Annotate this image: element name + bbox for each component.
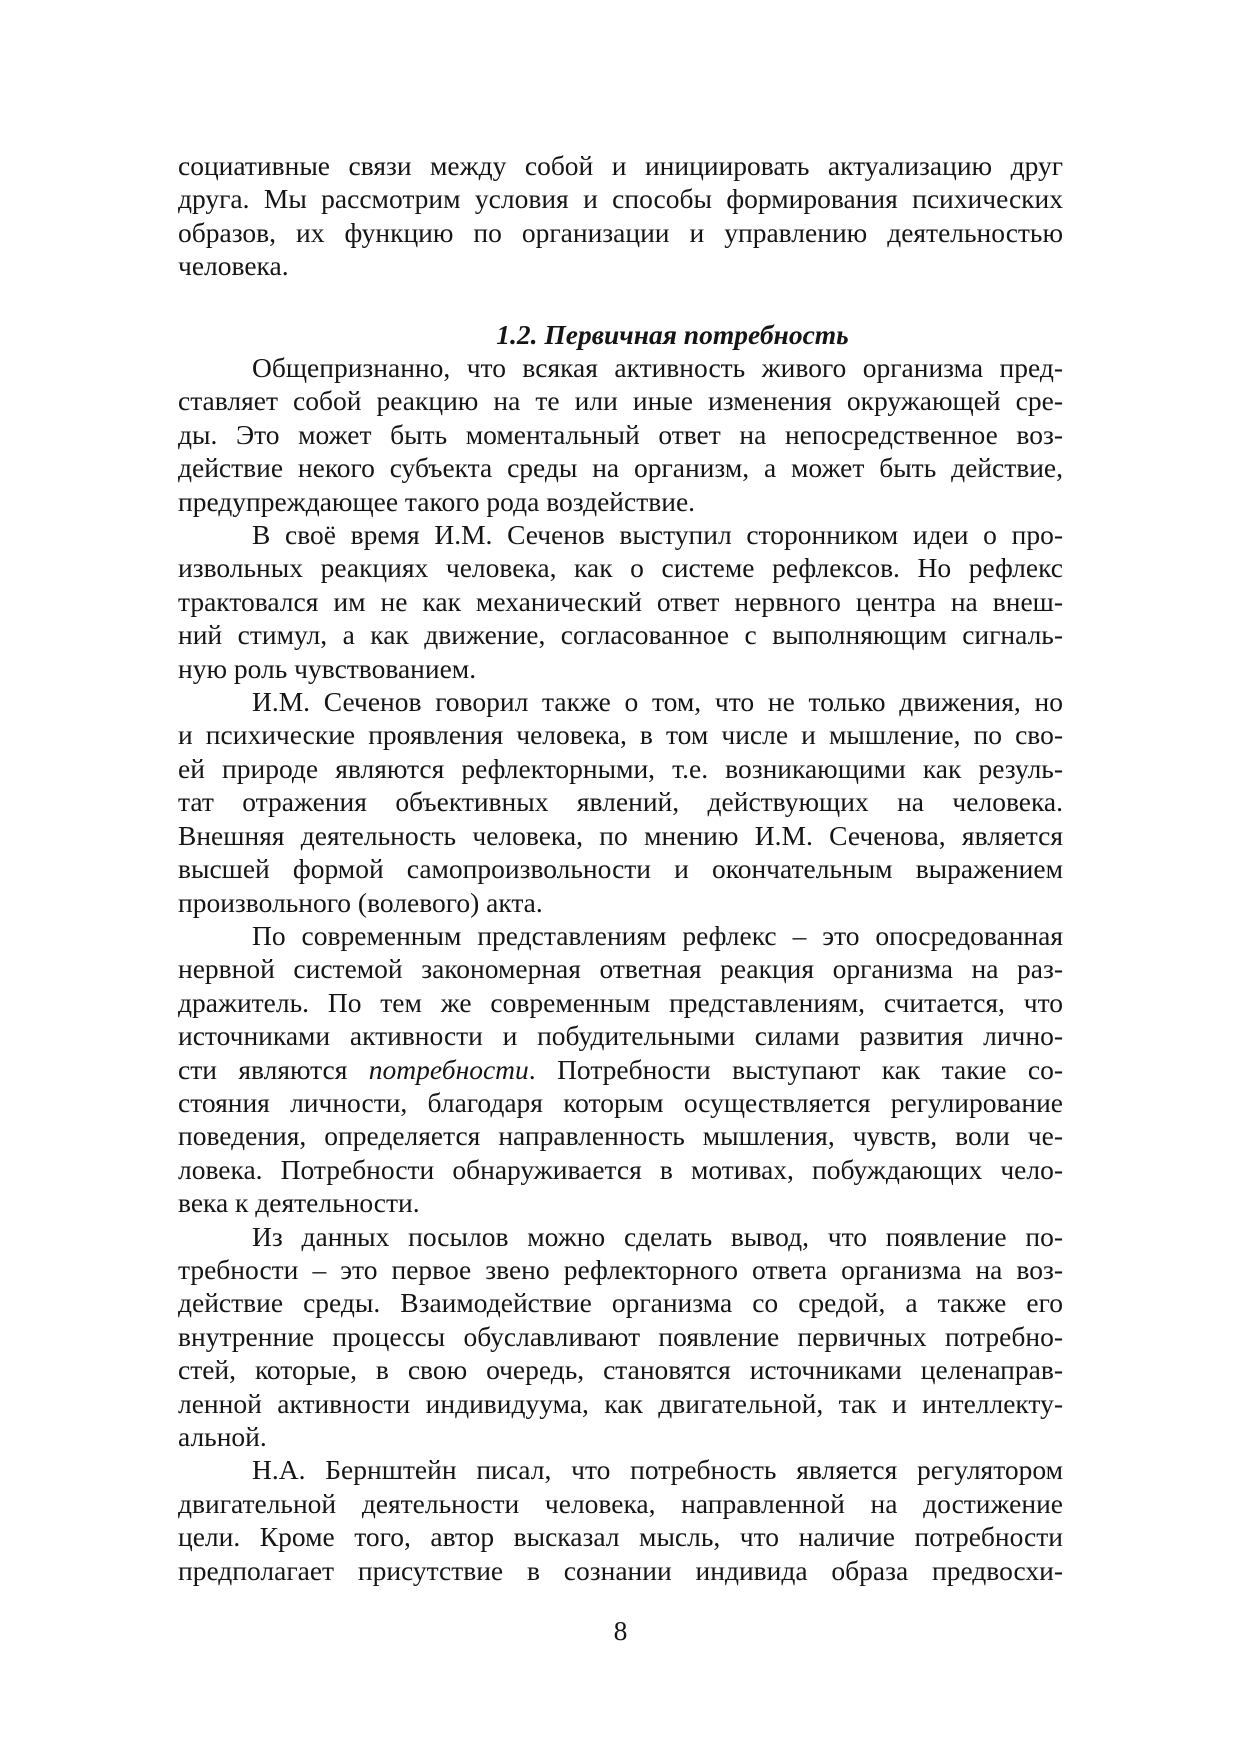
text-line: высшей формой самопроизвольности и окончательным выражением (178, 853, 1063, 885)
emphasized-term: потребности (368, 1053, 529, 1085)
text-line: Н.А. Бернштейн писал, что потребность является регулятором (252, 1454, 1063, 1486)
text-line: тат отражения объективных явлений, действующих на человека. (178, 786, 1063, 818)
text-line: внутренние процессы обуславливают появление первичных потребно- (178, 1320, 1063, 1352)
section-heading-text: 1.2. Первичная потребность (496, 319, 849, 350)
text-line: друга. Мы рассмотрим условия и способы формирования психических (178, 183, 1063, 215)
text-line: социативные связи между собой и инициировать актуализацию друг (178, 150, 1063, 181)
text-line: ей природе являются рефлекторными, т.е. возникающими как резуль- (178, 752, 1063, 784)
text-line: цели. Кроме того, автор высказал мысль, что наличие потребности (178, 1521, 1063, 1553)
text-line: источниками активности и побудительными силами развития лично- (178, 1020, 1063, 1052)
body-text (178, 351, 1063, 1587)
text-line: ленной активности индивидуума, как двигательной, так и интеллекту- (178, 1387, 1063, 1419)
text-line: поведения, определяется направленность мышления, чувств, воли че- (178, 1120, 1063, 1152)
text-line: действие некого субъекта среды на организм, а может быть действие, (178, 452, 1063, 484)
intro-paragraph (178, 149, 1063, 283)
text-line: В своё время И.М. Сеченов выступил сторонником идеи о про- (252, 519, 1063, 551)
text-line: нервной системой закономерная ответная реакция организма на раз- (178, 953, 1063, 985)
text-line: человека. (178, 250, 289, 282)
text-line: образов, их функцию по организации и управлению деятельностью (178, 216, 1063, 248)
text-line: И.М. Сеченов говорил также о том, что не только движения, но (252, 686, 1063, 718)
text-line: Из данных посылов можно сделать вывод, что появление по- (252, 1220, 1063, 1252)
text-line-with-emphasis (178, 1053, 1063, 1086)
text-line: ную роль чувствованием. (178, 652, 477, 684)
text-line: извольных реакциях человека, как о системе рефлексов. Но рефлекс (178, 552, 1063, 584)
text-line: двигательной деятельности человека, направленной на достижение (178, 1487, 1063, 1519)
page-number: 8 (613, 1615, 628, 1646)
text-line: стей, которые, в свою очередь, становятся источниками целенаправ- (178, 1354, 1063, 1386)
text-line: предполагает присутствие в сознании индивида образа предвосхи- (178, 1554, 1063, 1586)
text-line: альной. (178, 1421, 267, 1452)
text-run: сти являются (178, 1053, 369, 1085)
text-line: Внешняя деятельность человека, по мнению И.М. Сеченова, является (178, 819, 1063, 851)
text-line: По современным представлениям рефлекс – это опосредованная (252, 919, 1063, 951)
text-line: века к деятельности. (178, 1187, 420, 1219)
text-line: ставляет собой реакцию на те или иные изменения окружающей сре- (178, 385, 1063, 417)
text-line: стояния личности, благодаря которым осуществляется регулирование (178, 1086, 1063, 1118)
text-line: ды. Это может быть моментальный ответ на непосредственное воз- (178, 418, 1063, 450)
text-line: дражитель. По тем же современным представлениям, считается, что (178, 986, 1063, 1018)
text-line: и психические проявления человека, в том числе и мышление, по сво- (178, 719, 1063, 751)
section-heading (178, 318, 1063, 351)
text-line: трактовался им не как механический ответ нервного центра на внеш- (178, 585, 1063, 617)
text-line: ловека. Потребности обнаруживается в мотивах, побуждающих чело- (178, 1153, 1063, 1185)
text-line: Общепризнанно, что всякая активность живого организма пред- (252, 352, 1063, 383)
text-line: произвольного (волевого) акта. (178, 886, 543, 918)
text-line: действие среды. Взаимодействие организма со средой, а также его (178, 1287, 1063, 1319)
text-line: требности – это первое звено рефлекторного ответа организма на воз- (178, 1253, 1063, 1285)
text-line: ний стимул, а как движение, согласованное с выполняющим сигналь- (178, 619, 1063, 651)
text-run: . Потребности выступают как такие со- (528, 1053, 1063, 1085)
text-line: предупреждающее такого рода воздействие. (178, 485, 696, 517)
